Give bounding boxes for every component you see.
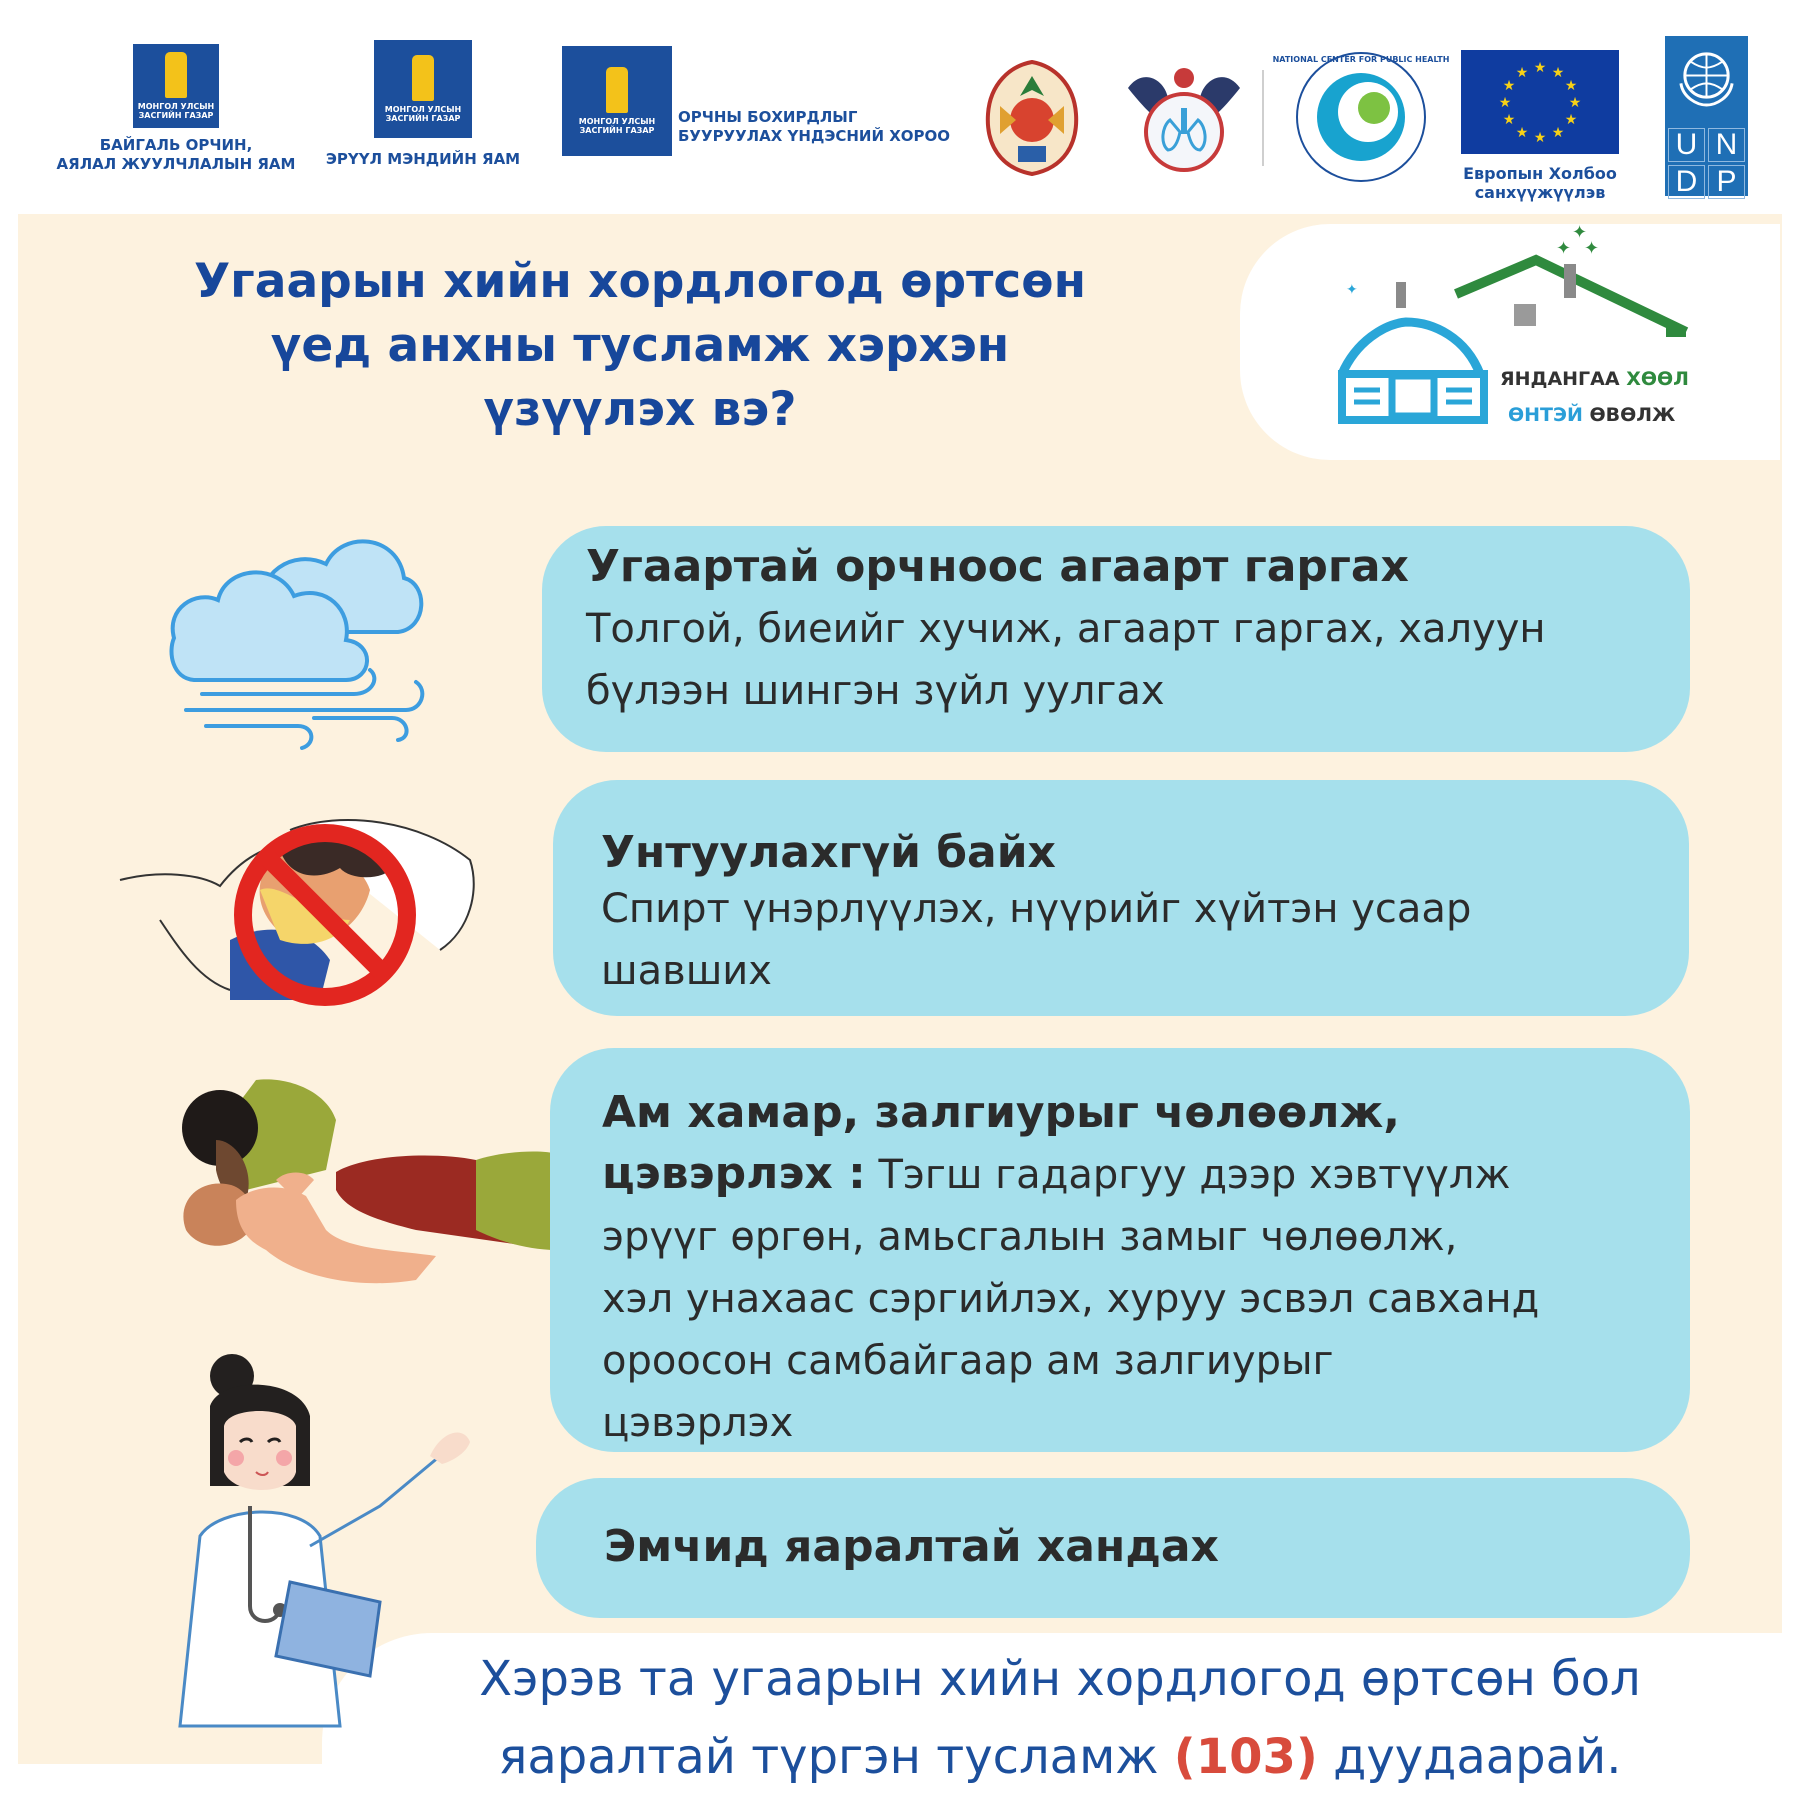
eu-caption: Европын Холбоо санхүүжүүлэв [1463, 164, 1617, 202]
step-heading: Угаартай орчноос агаарт гаргах [586, 541, 1409, 592]
undp-letter: P [1708, 165, 1745, 199]
page-title: Угаарын хийн хордлогод өртсөн үед анхны тусламж хэрхэн үзүүлэх вэ? [193, 254, 1087, 437]
svg-text:✦: ✦ [1346, 282, 1358, 298]
emergency-number: (103) [1173, 1729, 1318, 1785]
undp-letter: N [1708, 128, 1745, 162]
step-card [553, 780, 1689, 1016]
mongolia-emblem-icon: МОНГОЛ УЛСЫН ЗАСГИЙН ГАЗАР [562, 46, 672, 156]
step-card [536, 1478, 1690, 1618]
mongolia-emblem-icon: МОНГОЛ УЛСЫН ЗАСГИЙН ГАЗАР [133, 44, 219, 128]
ncph-logo-icon [1272, 48, 1450, 186]
step-heading: Эмчид яаралтай хандах [604, 1521, 1219, 1572]
svg-text:★: ★ [1551, 125, 1565, 141]
svg-text:★: ★ [1502, 112, 1516, 128]
ministry-health-logo [318, 40, 528, 169]
header-divider [1262, 70, 1264, 166]
step-card [550, 1048, 1690, 1452]
emergency-call-text: Хэрэв та угаарын хийн хордлогод өртсөн бол яаралтай түргэн тусламж (103) дуудаарай. [479, 1651, 1641, 1785]
step-heading: Унтуулахгүй байх [601, 827, 1056, 878]
ger-house-icon [1336, 224, 1686, 424]
ministry-environment-logo [56, 44, 296, 174]
svg-text:★: ★ [1568, 95, 1582, 111]
svg-text:✦: ✦ [1556, 238, 1572, 259]
step-text: цэвэрлэх : Тэгш гадаргуу дээр хэвтүүлж эрүүг өргөн, амьсгалын замыг чөлөөлж, хэл унахаас сэргийлэх, хуруу эсвэл савханд ороосон самбайгаар ам залгиурыг цэвэрлэх [602, 1148, 1540, 1446]
eu-flag-icon [1461, 50, 1619, 154]
eu-logo [1460, 50, 1620, 202]
svg-text:★: ★ [1533, 130, 1547, 146]
undp-logo [1665, 36, 1748, 196]
svg-text:★: ★ [1564, 78, 1578, 94]
svg-text:★: ★ [1498, 95, 1512, 111]
step-text: Спирт үнэрлүүлэх, нүүрийг хүйтэн усаар шавших [601, 886, 1472, 994]
step-text: Толгой, биеийг хучиж, агаарт гаргах, халуун бүлээн шингэн зүйл уулгах [586, 606, 1546, 714]
svg-text:✦: ✦ [1584, 238, 1600, 259]
logo-caption: ЭРҮҮЛ МЭНДИЙН ЯАМ [325, 150, 521, 168]
pollution-committee-logo [562, 46, 962, 156]
logo-caption: БАЙГАЛЬ ОРЧИН, АЯЛАЛ ЖУУЛЧЛАЛЫН ЯАМ [56, 136, 296, 173]
svg-text:★: ★ [1551, 65, 1565, 81]
svg-text:★: ★ [1502, 78, 1516, 94]
cloud-wind-icon [166, 504, 430, 754]
no-sleeping-icon [120, 790, 490, 1020]
brand-line-1: ЯНДАНГАА ХӨӨЛ [1500, 368, 1689, 390]
svg-text:★: ★ [1564, 112, 1578, 128]
step-heading: цэвэрлэх : [602, 1148, 866, 1199]
step-heading: Ам хамар, залгиурыг чөлөөлж, [602, 1087, 1401, 1138]
undp-letter: D [1668, 165, 1705, 199]
campaign-brand-badge [1240, 224, 1780, 460]
svg-text:★: ★ [1515, 65, 1529, 81]
un-emblem-icon [1675, 44, 1738, 107]
logo-caption: ОРЧНЫ БОХИРДЛЫГ БУУРУУЛАХ ҮНДЭСНИЙ ХОРОО [678, 108, 951, 145]
undp-letter: U [1668, 128, 1705, 162]
svg-text:★: ★ [1515, 125, 1529, 141]
svg-text:NATIONAL CENTER FOR PUBLIC HEA: NATIONAL CENTER FOR PUBLIC HEALTH [1272, 55, 1450, 64]
traditional-emblem-icon [970, 56, 1094, 180]
recovery-position-icon [176, 1080, 556, 1290]
svg-text:✦: ✦ [1572, 222, 1588, 243]
brand-line-2: ӨНТЭЙ ӨВӨЛЖ [1508, 404, 1676, 426]
svg-text:★: ★ [1533, 60, 1547, 76]
mongolia-emblem-icon: МОНГОЛ УЛСЫН ЗАСГИЙН ГАЗАР [374, 40, 472, 138]
lungs-emblem-icon [1118, 58, 1250, 178]
step-card [542, 526, 1690, 752]
